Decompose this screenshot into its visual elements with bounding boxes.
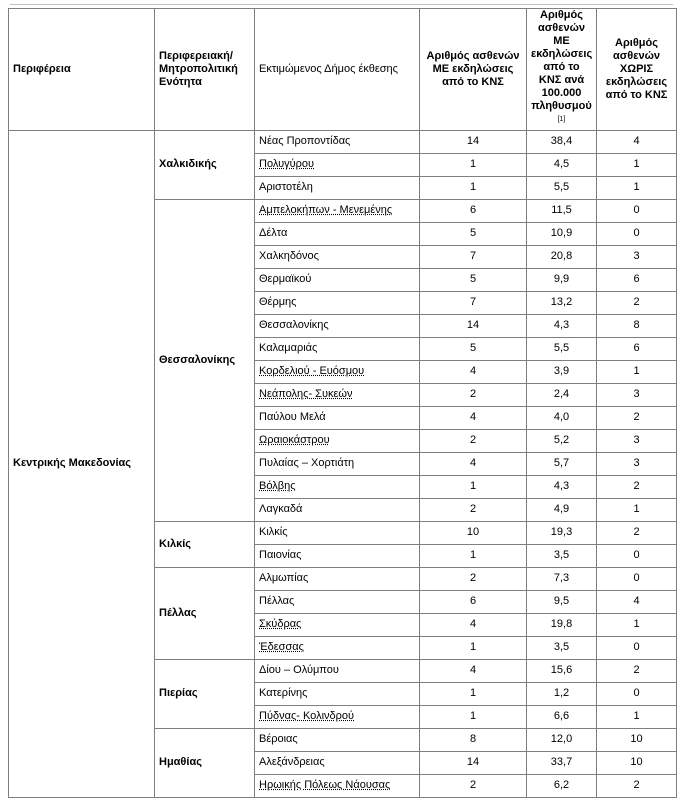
cases-with-cell: 2 xyxy=(420,498,527,521)
municipality-cell: Ηρωικής Πόλεως Νάουσας xyxy=(255,774,420,797)
header-cases-without: Αριθμός ασθενών ΧΩΡΙΣ εκδηλώσεις από το ΚΝΣ xyxy=(597,9,677,131)
municipality-cell: Πυλαίας – Χορτιάτη xyxy=(255,452,420,475)
rate-cell: 5,5 xyxy=(527,176,597,199)
rate-cell: 4,0 xyxy=(527,406,597,429)
cases-with-cell: 14 xyxy=(420,314,527,337)
municipality-cell: Νεάπολης- Συκεών xyxy=(255,383,420,406)
municipality-cell: Θέρμης xyxy=(255,291,420,314)
rate-cell: 6,2 xyxy=(527,774,597,797)
rate-cell: 20,8 xyxy=(527,245,597,268)
header-cases-with: Αριθμός ασθενών ΜΕ εκδηλώσεις από το ΚΝΣ xyxy=(420,9,527,131)
cases-without-cell: 6 xyxy=(597,337,677,360)
cases-without-cell: 0 xyxy=(597,544,677,567)
cases-with-cell: 1 xyxy=(420,636,527,659)
rate-cell: 4,3 xyxy=(527,314,597,337)
cases-with-cell: 2 xyxy=(420,383,527,406)
rate-cell: 4,9 xyxy=(527,498,597,521)
cases-without-cell: 4 xyxy=(597,130,677,153)
cases-without-cell: 0 xyxy=(597,567,677,590)
cases-with-cell: 5 xyxy=(420,337,527,360)
cases-with-cell: 1 xyxy=(420,176,527,199)
municipality-cell: Θεσσαλονίκης xyxy=(255,314,420,337)
cases-without-cell: 1 xyxy=(597,176,677,199)
rate-cell: 5,7 xyxy=(527,452,597,475)
table-row xyxy=(9,130,677,153)
municipality-cell: Παιονίας xyxy=(255,544,420,567)
header-unit: Περιφερειακή/ Μητροπολιτική Ενότητα xyxy=(155,9,255,131)
municipality-cell: Πύδνας- Κολινδρού xyxy=(255,705,420,728)
cases-with-cell: 6 xyxy=(420,590,527,613)
region-cell: Κεντρικής Μακεδονίας xyxy=(9,130,155,797)
cases-without-cell: 1 xyxy=(597,613,677,636)
rate-cell: 9,5 xyxy=(527,590,597,613)
cases-without-cell: 2 xyxy=(597,774,677,797)
cases-with-cell: 1 xyxy=(420,153,527,176)
cases-with-cell: 14 xyxy=(420,751,527,774)
cases-with-cell: 1 xyxy=(420,705,527,728)
municipality-cell: Λαγκαδά xyxy=(255,498,420,521)
municipality-cell: Ωραιοκάστρου xyxy=(255,429,420,452)
cases-without-cell: 0 xyxy=(597,636,677,659)
cases-without-cell: 0 xyxy=(597,199,677,222)
cases-with-cell: 1 xyxy=(420,475,527,498)
rate-cell: 6,6 xyxy=(527,705,597,728)
cases-without-cell: 6 xyxy=(597,268,677,291)
municipality-cell: Χαλκηδόνος xyxy=(255,245,420,268)
municipality-cell: Βόλβης xyxy=(255,475,420,498)
cases-with-cell: 4 xyxy=(420,613,527,636)
municipality-cell: Βέροιας xyxy=(255,728,420,751)
municipality-cell: Παύλου Μελά xyxy=(255,406,420,429)
cases-table xyxy=(8,8,677,798)
municipality-cell: Δέλτα xyxy=(255,222,420,245)
cases-without-cell: 8 xyxy=(597,314,677,337)
municipality-cell: Δίου – Ολύμπου xyxy=(255,659,420,682)
cases-with-cell: 7 xyxy=(420,245,527,268)
rate-cell: 7,3 xyxy=(527,567,597,590)
cases-without-cell: 1 xyxy=(597,360,677,383)
cases-with-cell: 1 xyxy=(420,682,527,705)
cases-with-cell: 14 xyxy=(420,130,527,153)
rate-cell: 12,0 xyxy=(527,728,597,751)
cases-without-cell: 3 xyxy=(597,245,677,268)
municipality-cell: Νέας Προποντίδας xyxy=(255,130,420,153)
municipality-cell: Θερμαϊκού xyxy=(255,268,420,291)
cases-with-cell: 4 xyxy=(420,452,527,475)
unit-cell: Πέλλας xyxy=(155,567,255,659)
rate-cell: 10,9 xyxy=(527,222,597,245)
municipality-cell: Κορδελιού - Ευόσμου xyxy=(255,360,420,383)
cases-with-cell: 4 xyxy=(420,406,527,429)
cases-without-cell: 3 xyxy=(597,383,677,406)
municipality-cell: Αλεξάνδρειας xyxy=(255,751,420,774)
cases-with-cell: 10 xyxy=(420,521,527,544)
cases-without-cell: 0 xyxy=(597,222,677,245)
municipality-cell: Πέλλας xyxy=(255,590,420,613)
cases-without-cell: 4 xyxy=(597,590,677,613)
rate-cell: 9,9 xyxy=(527,268,597,291)
municipality-cell: Σκύδρας xyxy=(255,613,420,636)
cases-with-cell: 4 xyxy=(420,360,527,383)
unit-cell: Ημαθίας xyxy=(155,728,255,797)
municipality-cell: Αριστοτέλη xyxy=(255,176,420,199)
cases-with-cell: 5 xyxy=(420,268,527,291)
cases-with-cell: 5 xyxy=(420,222,527,245)
cases-without-cell: 1 xyxy=(597,498,677,521)
unit-cell: Κιλκίς xyxy=(155,521,255,567)
rate-cell: 38,4 xyxy=(527,130,597,153)
cases-with-cell: 2 xyxy=(420,429,527,452)
header-rate-per-100k xyxy=(527,9,597,131)
cases-with-cell: 2 xyxy=(420,774,527,797)
table-body xyxy=(9,130,677,797)
rate-cell: 2,4 xyxy=(527,383,597,406)
rate-cell: 13,2 xyxy=(527,291,597,314)
header-rate-text: Αριθμός ασθενών ΜΕ εκδηλώσεις από το ΚΝΣ ανά 100.000 πληθυσμού xyxy=(531,9,593,112)
cases-without-cell: 1 xyxy=(597,705,677,728)
cases-with-cell: 4 xyxy=(420,659,527,682)
cases-without-cell: 2 xyxy=(597,659,677,682)
rate-cell: 4,3 xyxy=(527,475,597,498)
cases-without-cell: 1 xyxy=(597,153,677,176)
cases-without-cell: 10 xyxy=(597,751,677,774)
header-row xyxy=(9,9,677,131)
cases-with-cell: 8 xyxy=(420,728,527,751)
cases-without-cell: 2 xyxy=(597,475,677,498)
rate-cell: 19,3 xyxy=(527,521,597,544)
top-border-line xyxy=(10,4,673,5)
header-region: Περιφέρεια xyxy=(9,9,155,131)
cases-without-cell: 3 xyxy=(597,452,677,475)
rate-cell: 33,7 xyxy=(527,751,597,774)
municipality-cell: Έδεσσας xyxy=(255,636,420,659)
unit-cell: Πιερίας xyxy=(155,659,255,728)
cases-with-cell: 2 xyxy=(420,567,527,590)
cases-without-cell: 0 xyxy=(597,682,677,705)
cases-without-cell: 3 xyxy=(597,429,677,452)
municipality-cell: Πολυγύρου xyxy=(255,153,420,176)
rate-cell: 1,2 xyxy=(527,682,597,705)
unit-cell: Θεσσαλονίκης xyxy=(155,199,255,521)
cases-with-cell: 7 xyxy=(420,291,527,314)
cases-without-cell: 10 xyxy=(597,728,677,751)
header-rate-footnote: [1] xyxy=(557,116,566,123)
rate-cell: 19,8 xyxy=(527,613,597,636)
rate-cell: 5,5 xyxy=(527,337,597,360)
rate-cell: 4,5 xyxy=(527,153,597,176)
rate-cell: 3,9 xyxy=(527,360,597,383)
unit-cell: Χαλκιδικής xyxy=(155,130,255,199)
cases-without-cell: 2 xyxy=(597,521,677,544)
header-municipality: Εκτιμώμενος Δήμος έκθεσης xyxy=(255,9,420,131)
rate-cell: 3,5 xyxy=(527,636,597,659)
cases-with-cell: 1 xyxy=(420,544,527,567)
municipality-cell: Αμπελοκήπων - Μενεμένης xyxy=(255,199,420,222)
rate-cell: 15,6 xyxy=(527,659,597,682)
cases-without-cell: 2 xyxy=(597,406,677,429)
municipality-cell: Καλαμαριάς xyxy=(255,337,420,360)
cases-without-cell: 2 xyxy=(597,291,677,314)
rate-cell: 11,5 xyxy=(527,199,597,222)
rate-cell: 3,5 xyxy=(527,544,597,567)
rate-cell: 5,2 xyxy=(527,429,597,452)
municipality-cell: Κιλκίς xyxy=(255,521,420,544)
municipality-cell: Κατερίνης xyxy=(255,682,420,705)
municipality-cell: Αλμωπίας xyxy=(255,567,420,590)
cases-with-cell: 6 xyxy=(420,199,527,222)
